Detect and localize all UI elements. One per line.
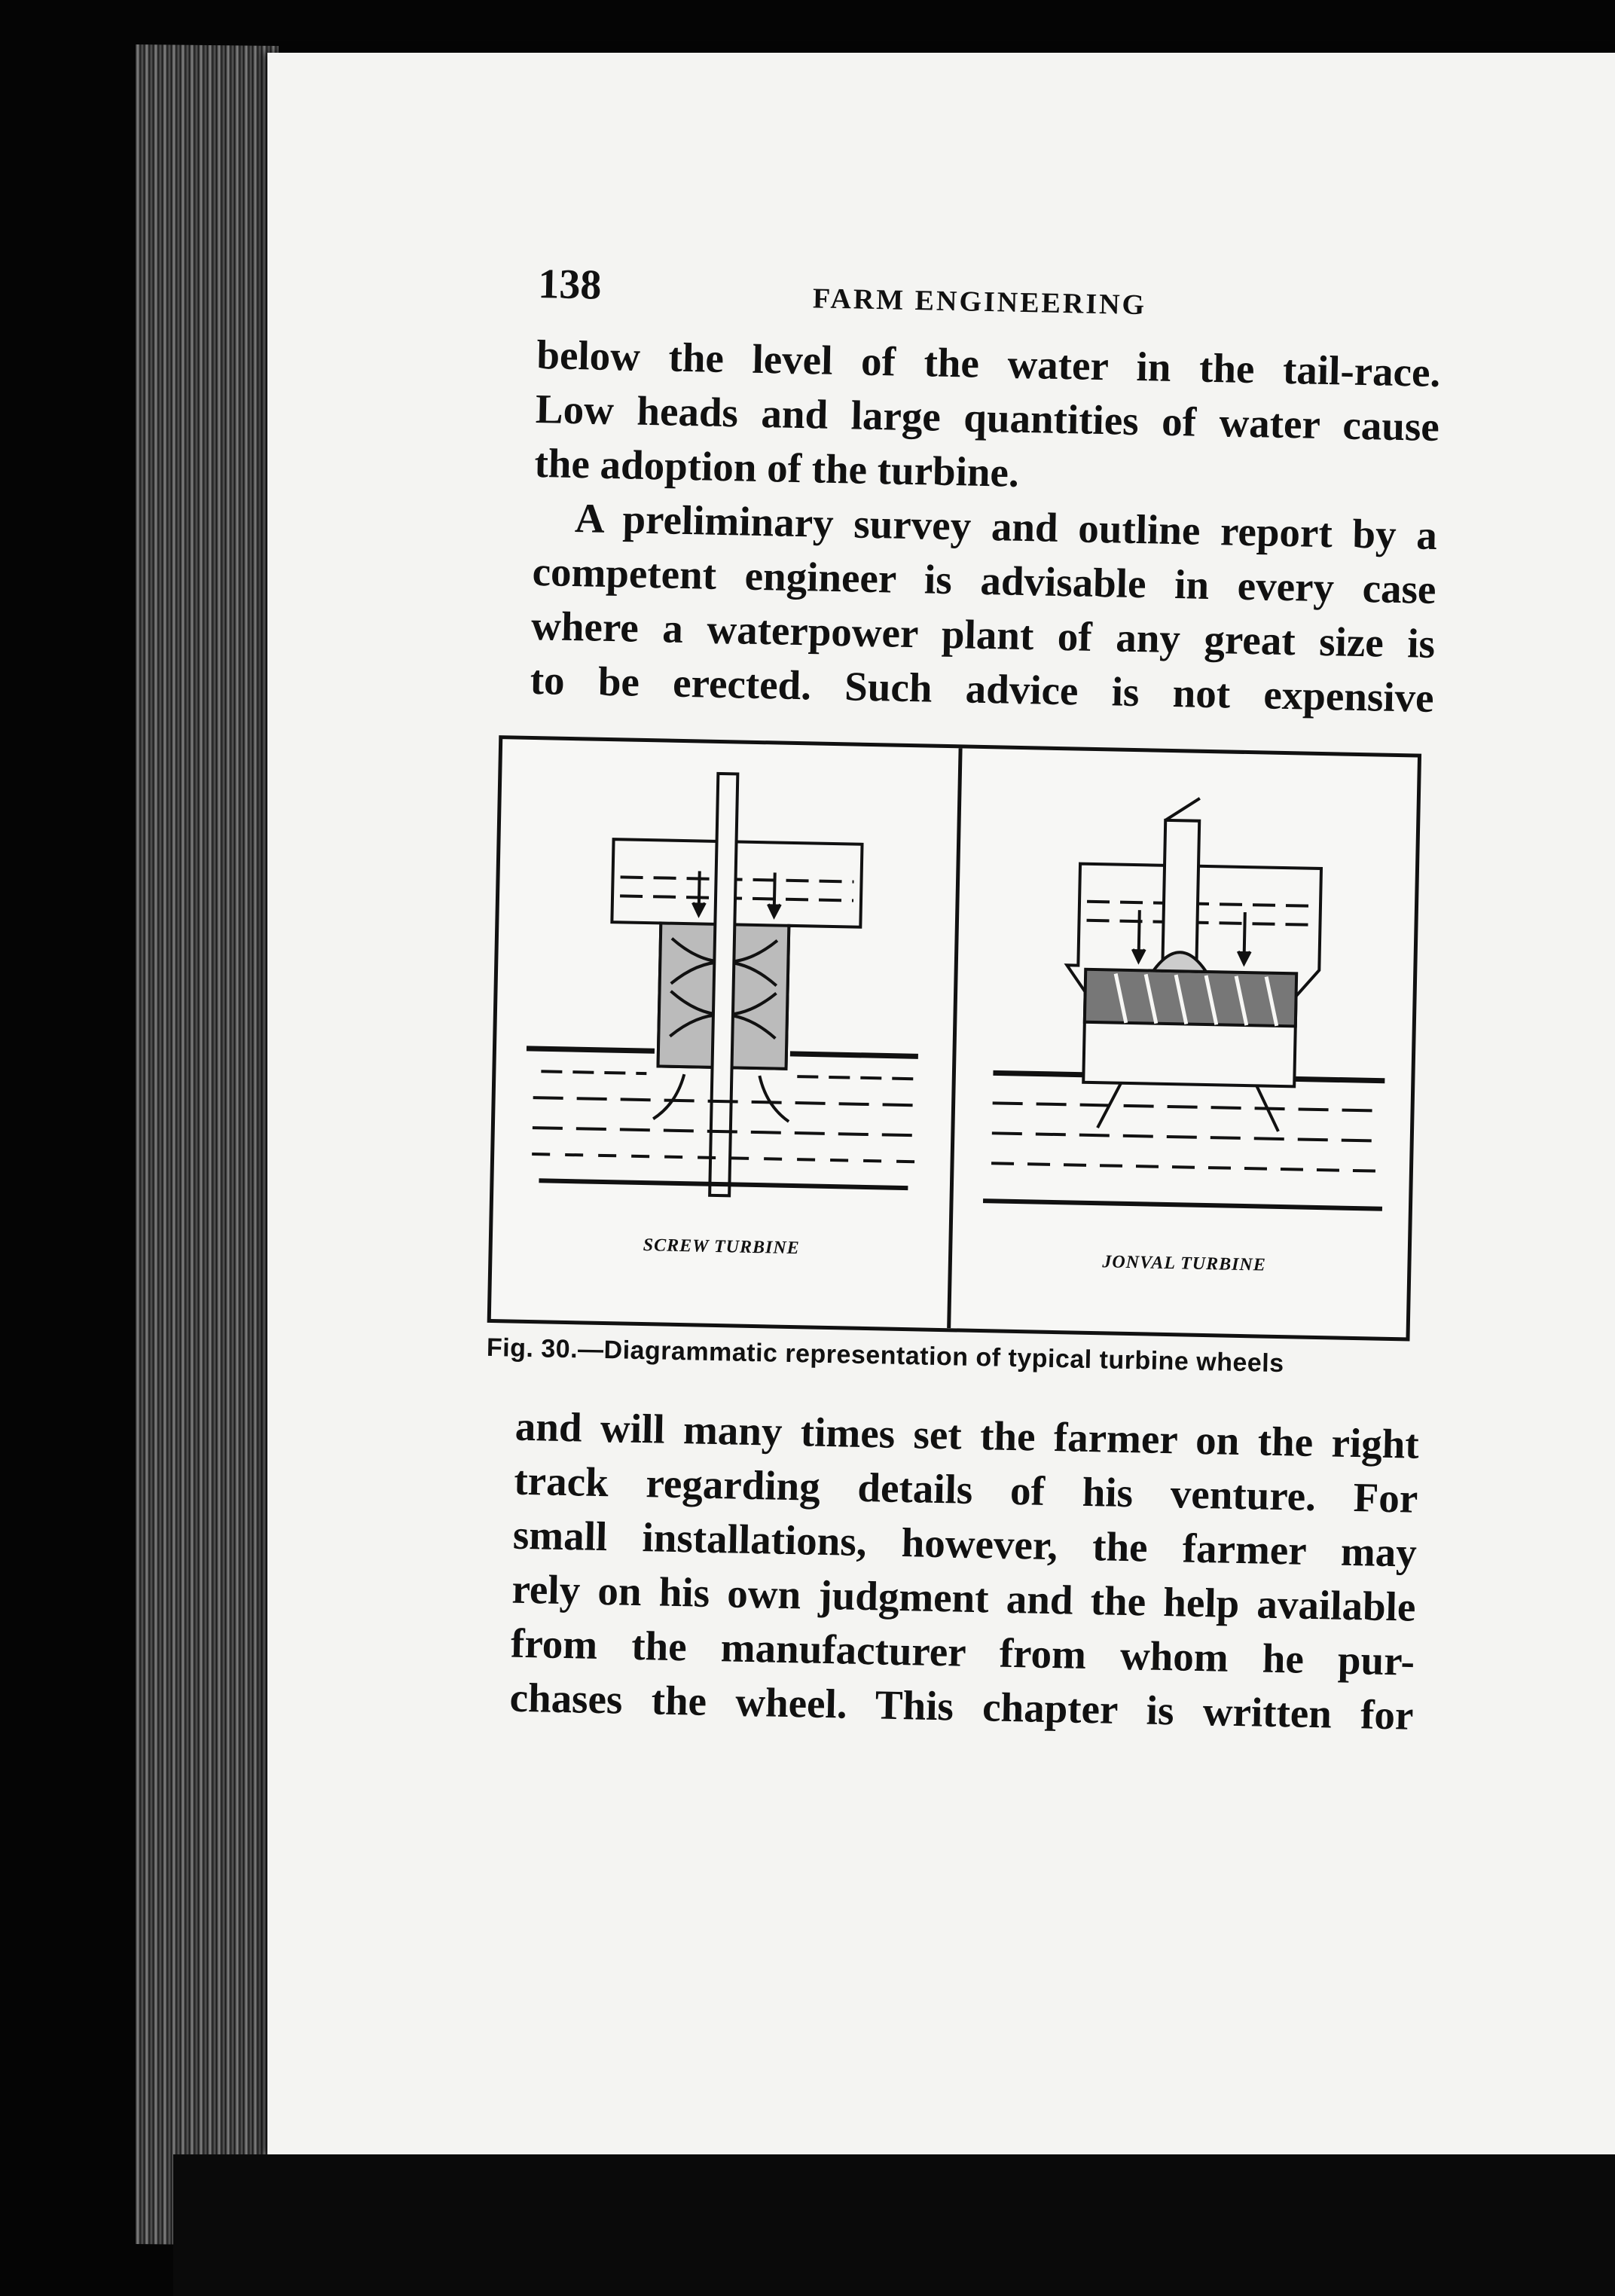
book-page-edges	[136, 44, 279, 2246]
turbine-figure	[487, 735, 1421, 1341]
jonval-turbine-diagram	[983, 794, 1391, 1209]
paragraph-line: competent engineer is advisable in every case	[532, 548, 1437, 612]
paragraph-line: track regarding details of his venture. For	[513, 1457, 1418, 1522]
paragraph-line: where a waterpower plant of any great size is	[530, 602, 1436, 667]
paragraph-line: from the manufacturer from whom he pur-	[510, 1620, 1415, 1684]
paragraph-line: small installations, however, the farmer may	[512, 1511, 1418, 1576]
page-number: 138	[537, 260, 602, 309]
paragraph-line: Low heads and large quantities of water cause	[535, 385, 1440, 450]
figure-caption: Fig. 30.—Diagrammatic representation of typical turbine wheels	[486, 1333, 1285, 1379]
running-head: FARM ENGINEERING	[812, 282, 1147, 322]
paragraph-line: rely on his own judgment and the help available	[511, 1565, 1416, 1630]
paragraph-line: to be erected. Such advice is not expensive	[530, 656, 1435, 721]
paragraph-line: and will many times set the farmer on the right	[514, 1403, 1420, 1467]
jonval-turbine-label: JONVAL TURBINE	[1102, 1252, 1267, 1275]
paragraph-line: A preliminary survey and outline report by a	[574, 495, 1438, 559]
turbine-diagram	[491, 739, 1418, 1337]
turbine-shaft	[1162, 820, 1199, 972]
screw-turbine-diagram	[524, 770, 924, 1199]
paragraph-line: below the level of the water in the tail-race.	[536, 331, 1441, 396]
page-shadow	[173, 2154, 1615, 2296]
panel-divider	[949, 748, 960, 1328]
paragraph-line: the adoption of the turbine.	[533, 439, 1020, 496]
page-content	[486, 260, 1443, 1743]
screw-turbine-label: SCREW TURBINE	[643, 1235, 800, 1259]
paragraph-line: chases the wheel. This chapter is written for	[509, 1674, 1415, 1739]
